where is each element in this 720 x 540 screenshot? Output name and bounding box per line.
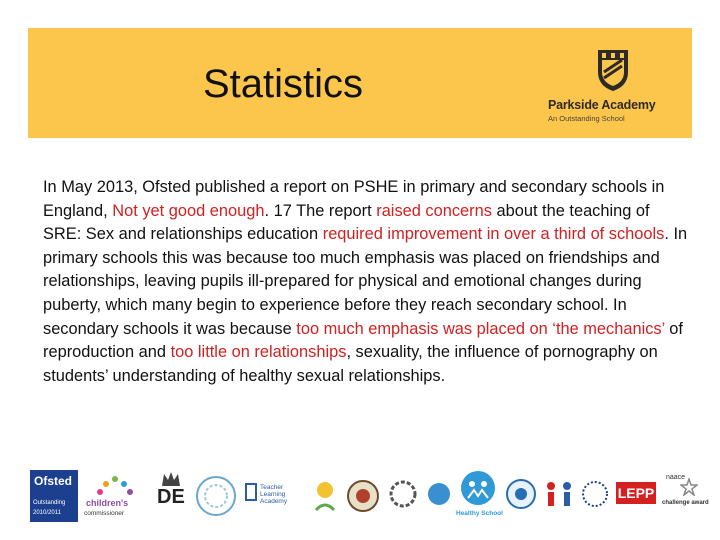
text-segment: . 17 The report	[264, 201, 377, 220]
logo-tagline: An Outstanding School	[548, 114, 625, 123]
statistics-paragraph	[43, 176, 688, 388]
de-text: DE	[157, 486, 185, 508]
award-badge-logo	[504, 470, 538, 522]
parkside-academy-logo	[548, 48, 670, 128]
network-icon	[194, 470, 238, 522]
blue-globe-logo	[426, 470, 452, 522]
network-circle-logo	[194, 470, 238, 522]
highlighted-phrase: too much emphasis was placed on ‘the mechanics’	[296, 319, 665, 338]
teacher-learning-text: Teacher Learning Academy	[260, 484, 288, 505]
text-segment: about the teaching of SRE: Sex and relationships education	[43, 201, 650, 244]
ofsted-name: Ofsted	[34, 474, 73, 488]
accreditation-logos	[30, 470, 709, 522]
ofsted-line1: Outstanding	[33, 500, 66, 506]
ofsted-logo	[30, 470, 78, 522]
header-banner	[28, 28, 692, 138]
ofsted-line2: 2010/2011	[33, 510, 61, 516]
healthy-school-icon	[460, 470, 496, 506]
duke-of-edinburgh-logo	[154, 470, 188, 522]
wreath-icon	[386, 470, 420, 522]
healthy-school-text: Healthy School	[456, 510, 503, 517]
text-segment: In May 2013, Ofsted published a report on PSHE in primary and secondary schools in England,	[43, 178, 665, 220]
crest-icon	[346, 470, 380, 522]
leading-edge-logo	[614, 470, 658, 522]
stars-circle-icon	[580, 470, 610, 522]
teacher-learning-academy-logo	[242, 470, 304, 522]
shield-crest-icon	[596, 48, 630, 92]
childrens-text: children's	[86, 498, 129, 508]
naace-challenge-logo	[662, 470, 709, 522]
text-segment: , sexuality, the influence of pornography on students’ understanding of healthy sexual relationships.	[43, 343, 658, 385]
star-icon	[680, 478, 698, 496]
globe-icon	[426, 470, 452, 522]
logo-name: Parkside Academy	[548, 98, 656, 112]
page-title: Statistics	[203, 62, 364, 106]
highlighted-phrase: raised concerns	[376, 201, 492, 220]
highlighted-phrase: Not yet good enough	[112, 201, 265, 220]
healthy-school-logo	[456, 470, 503, 522]
leading-edge-text: LEPP	[616, 482, 656, 504]
highlighted-phrase: required improvement in over a third of schools	[322, 225, 665, 244]
commissioner-text: commissioner	[84, 510, 125, 517]
wreath-logo	[386, 470, 420, 522]
text-segment: of reproduction and	[43, 319, 683, 362]
childrens-commissioner-logo	[82, 470, 148, 522]
crest-logo	[346, 470, 380, 522]
highlighted-phrase: too little on relationships	[170, 343, 347, 362]
childrens-dots-icon	[96, 474, 134, 496]
naace-text: naace	[666, 474, 686, 481]
figures-logo	[542, 470, 576, 522]
people-icon	[542, 470, 576, 522]
badge-icon	[504, 470, 538, 522]
text-segment: . In primary schools this was because too much emphasis was placed on friendships and relationships, leaving pupils ill-prepared for physical and emotional changes during puberty, which many begin to experience before they reach secondary school. In secondary schools it was because	[43, 225, 688, 338]
academy-mark-icon	[244, 482, 258, 502]
challenge-text: challenge award	[662, 500, 709, 506]
sun-figure-icon	[310, 470, 340, 522]
international-school-logo	[580, 470, 610, 522]
illustrated-school-logo	[310, 470, 340, 522]
